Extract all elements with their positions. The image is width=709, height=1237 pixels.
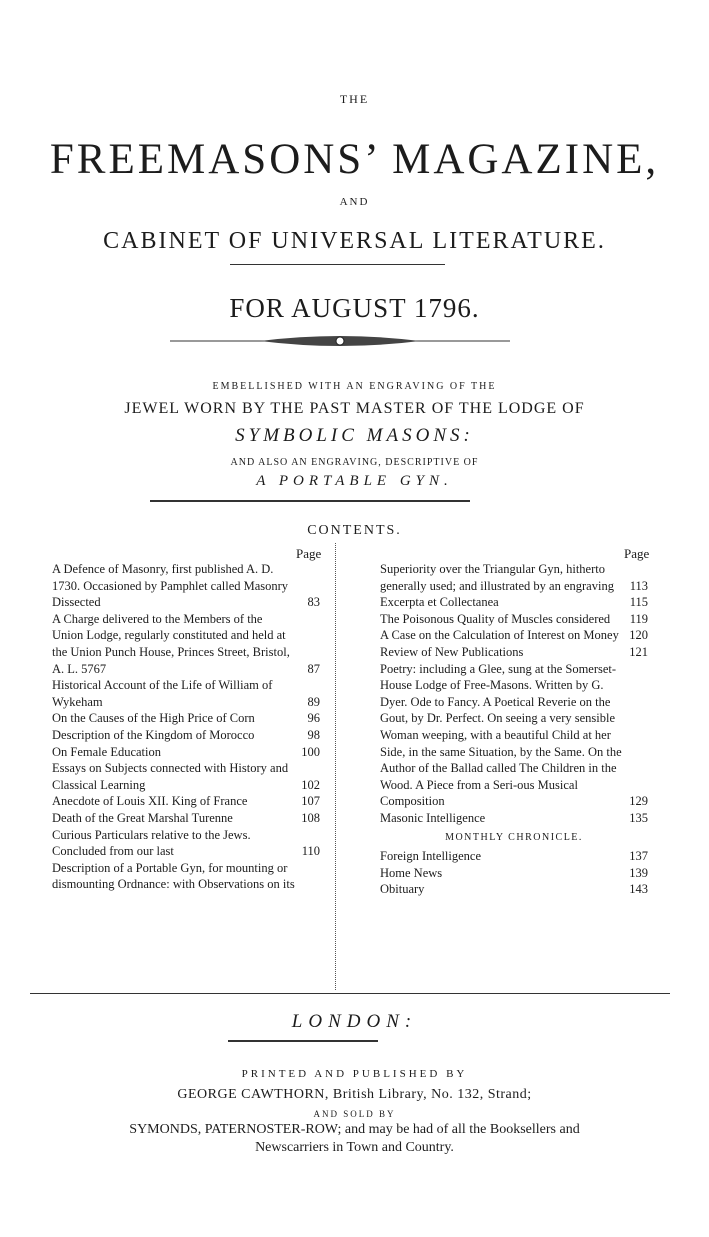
contents-entry	[52, 677, 320, 710]
entry-title: A Defence of Masonry, first published A. D. 1730. Occasioned by Pamphlet called Masonry Dissected	[52, 562, 289, 610]
contents-entry	[52, 561, 320, 611]
contents-entry	[380, 644, 648, 661]
entry-title: Anecdote of Louis XII. King of France	[52, 794, 248, 809]
entry-title: On Female Education	[52, 744, 161, 759]
contents-entry	[52, 860, 320, 893]
entry-title: Excerpta et Collectanea	[380, 595, 499, 610]
contents-entry	[52, 810, 320, 827]
entry-title: Review of New Publications	[380, 644, 524, 659]
contents-entry	[380, 627, 648, 644]
entry-page: 115	[629, 595, 648, 610]
sellers-line-1: SYMONDS, PATERNOSTER-ROW; and may be had of all the Booksellers and	[129, 1122, 580, 1137]
entry-page: 96	[307, 711, 320, 726]
contents-entry	[52, 744, 320, 761]
entry-page: 120	[629, 628, 648, 643]
entry-title: Home News	[380, 865, 443, 880]
imprint-city: LONDON:	[291, 1011, 418, 1032]
monthly-chronicle-heading: MONTHLY CHRONICLE.	[445, 831, 583, 843]
rule-after-contents	[30, 993, 670, 994]
entry-page: 98	[307, 727, 320, 742]
entry-page: 121	[629, 644, 648, 659]
entry-title: Historical Account of the Life of William of Wykeham	[52, 678, 273, 709]
entry-title: Death of the Great Marshal Turenne	[52, 810, 233, 825]
sold-by: AND SOLD BY	[313, 1109, 396, 1119]
contents-heading: CONTENTS.	[307, 523, 402, 538]
magazine-title: FREEMASONS’ MAGAZINE,	[49, 136, 660, 183]
entry-page: 139	[629, 865, 648, 880]
entry-page: 87	[307, 661, 320, 676]
contents-entry	[380, 561, 648, 594]
embellishment-line-1: EMBELLISHED WITH AN ENGRAVING OF THE	[212, 381, 497, 392]
entry-page: 137	[629, 849, 648, 864]
column-divider	[335, 543, 336, 990]
entry-title: Masonic Intelligence	[380, 810, 486, 825]
contents-entry	[52, 710, 320, 727]
ornament-divider	[170, 334, 510, 348]
embellishment-line-5: A PORTABLE GYN.	[256, 473, 453, 489]
entry-title: Superiority over the Triangular Gyn, hitherto generally used; and illustrated by an engraving	[380, 562, 614, 593]
entry-page: 108	[301, 810, 320, 825]
embellishment-line-4: AND ALSO AN ENGRAVING, DESCRIPTIVE OF	[230, 457, 479, 468]
embellishment-line-3: SYMBOLIC MASONS:	[235, 425, 474, 446]
contents-entry	[52, 727, 320, 744]
entry-page: 89	[307, 694, 320, 709]
contents-entry	[52, 760, 320, 793]
contents-entry	[52, 611, 320, 677]
contents-entry	[380, 881, 648, 898]
entry-page: 110	[301, 844, 320, 859]
entry-page: 83	[307, 595, 320, 610]
sellers-line-2: Newscarriers in Town and Country.	[255, 1140, 454, 1155]
entry-title: Obituary	[380, 882, 425, 897]
contents-right-column	[380, 561, 648, 898]
entry-title: Curious Particulars relative to the Jews. Concluded from our last	[52, 827, 251, 859]
entry-page: 100	[301, 744, 320, 759]
subtitle: CABINET OF UNIVERSAL LITERATURE.	[103, 228, 606, 254]
contents-entry	[52, 793, 320, 810]
rule-after-embellishment	[150, 500, 470, 502]
contents-entry	[380, 865, 648, 882]
publisher-line: GEORGE CAWTHORN, British Library, No. 132, Strand;	[177, 1087, 532, 1102]
entry-title: A Case on the Calculation of Interest on Money	[380, 628, 619, 643]
the-word: THE	[339, 92, 370, 106]
contents-entry	[380, 810, 648, 827]
entry-title: Foreign Intelligence	[380, 849, 482, 864]
rule-after-subtitle	[230, 264, 445, 265]
and-word: AND	[339, 196, 370, 208]
entry-title: On the Causes of the High Price of Corn	[52, 711, 255, 726]
right-page-label: Page	[624, 546, 650, 561]
entry-page: 107	[301, 794, 320, 809]
entry-page: 143	[629, 882, 648, 897]
printed-by: PRINTED AND PUBLISHED BY	[241, 1068, 468, 1080]
entry-title: Description of a Portable Gyn, for mounting or dismounting Ordnance: with Observations on its	[52, 860, 295, 892]
entry-title: The Poisonous Quality of Muscles considered	[380, 611, 611, 626]
embellishment-line-2: JEWEL WORN BY THE PAST MASTER OF THE LODGE OF	[124, 400, 585, 417]
rule-after-city	[228, 1040, 378, 1042]
entry-page: 113	[629, 578, 648, 593]
entry-title: Essays on Subjects connected with History and Classical Learning	[52, 761, 289, 792]
entry-title: Poetry: including a Glee, sung at the Somerset-House Lodge of Free-Masons. Written by G. Dyer. Ode to Fancy. A Poetical Reverie on the Gout, by Dr. Perfect. On seeing a very sensible Woman weeping, with a beautiful Child at her Side, in the same Situation, by the Same. On the Author of the Ballad called The Children in the Wood. A Piece from a Seri-ous Musical Composition	[380, 661, 622, 809]
contents-entry	[52, 827, 320, 860]
entry-title: Description of the Kingdom of Morocco	[52, 727, 255, 742]
entry-page: 135	[629, 810, 648, 825]
entry-page: 129	[629, 794, 648, 809]
contents-entry	[380, 611, 648, 628]
contents-left-column	[52, 561, 320, 893]
entry-page: 119	[629, 611, 648, 626]
issue-date: FOR AUGUST 1796.	[229, 293, 480, 323]
left-page-label: Page	[296, 546, 322, 561]
contents-entry	[380, 661, 648, 810]
entry-page: 102	[301, 777, 320, 792]
contents-entry	[380, 594, 648, 611]
contents-entry	[380, 848, 648, 865]
entry-title: A Charge delivered to the Members of the Union Lodge, regularly constituted and held at the Union Punch House, Princes Street, Bristol, A. L. 5767	[52, 611, 290, 676]
